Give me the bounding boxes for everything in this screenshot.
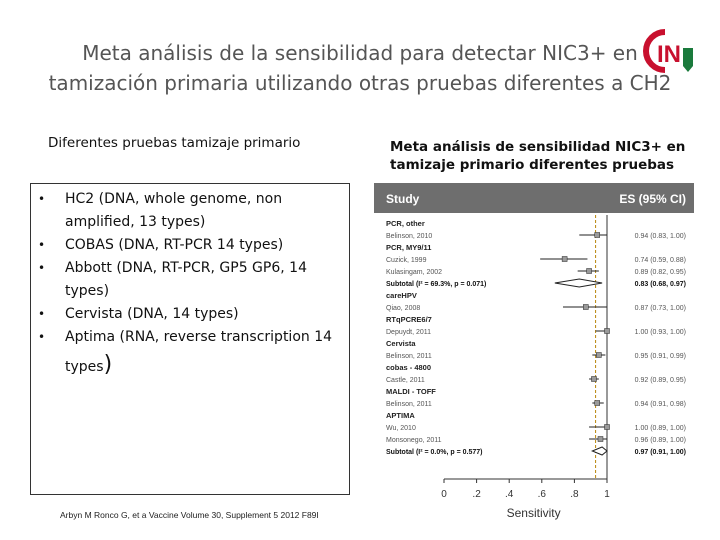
forest-study-label: Kulasingam, 2002 <box>386 269 443 276</box>
bullet-tail-text: types <box>65 359 104 375</box>
forest-es-ci-text: 0.87 (0.73, 1.00) <box>634 305 686 312</box>
forest-es-ci-text: 0.96 (0.89, 1.00) <box>634 437 686 444</box>
tests-bullet-list <box>38 188 348 379</box>
forest-group-label: PCR, MY9/11 <box>386 243 432 252</box>
bullet-dot: • <box>38 238 46 252</box>
forest-study-label: Depuydt, 2011 <box>386 329 432 336</box>
forest-study-label: Belinson, 2011 <box>386 401 432 408</box>
bullet-dot: • <box>38 261 46 275</box>
left-column-heading: Diferentes pruebas tamizaje primario <box>48 135 301 151</box>
bullet-dot: • <box>38 307 46 321</box>
study-point-estimate <box>595 401 600 406</box>
forest-subtotal-label: Subtotal (I² = 0.0%, p = 0.577) <box>386 449 483 456</box>
forest-group-label: RTqPCRE6/7 <box>386 315 432 324</box>
forest-subtotal-label: Subtotal (I² = 69.3%, p = 0.071) <box>386 281 487 288</box>
study-point-estimate <box>605 425 610 430</box>
forest-study-label: Belinson, 2011 <box>386 353 432 360</box>
bullet-text: Cervista (DNA, 14 types) <box>65 306 239 322</box>
forest-es-ci-text: 1.00 (0.93, 1.00) <box>634 329 686 336</box>
forest-group-label: careHPV <box>386 291 417 300</box>
x-axis-tick-label: .8 <box>570 489 579 500</box>
bullet-text: Abbott (DNA, RT-PCR, GP5 GP6, 14 types) <box>65 260 307 299</box>
forest-study-label: Monsonego, 2011 <box>386 437 442 444</box>
organization-logo-icon <box>643 26 699 76</box>
forest-es-ci-text: 0.94 (0.83, 1.00) <box>634 233 686 240</box>
forest-es-ci-text: 0.83 (0.68, 0.97) <box>634 281 686 288</box>
x-axis-tick-label: .6 <box>537 489 546 500</box>
study-point-estimate <box>591 377 596 382</box>
forest-group-label: MALDI - TOFF <box>386 387 436 396</box>
bullet-item <box>38 234 348 257</box>
logo-letters: IN <box>657 41 681 68</box>
logo-green-mark <box>683 48 693 72</box>
study-point-estimate <box>598 437 603 442</box>
forest-study-label: Castle, 2011 <box>386 377 425 384</box>
forest-header-es: ES (95% CI) <box>619 192 686 206</box>
forest-es-ci-text: 0.95 (0.91, 0.99) <box>634 353 686 360</box>
bullet-text: HC2 (DNA, whole genome, non amplified, 13 types) <box>65 191 283 230</box>
bullet-item <box>38 303 348 326</box>
x-axis-tick-label: .2 <box>472 489 481 500</box>
slide-title <box>20 38 700 98</box>
forest-es-ci-text: 0.74 (0.59, 0.88) <box>634 257 686 264</box>
forest-plot <box>374 183 694 528</box>
bullet-item <box>38 257 348 303</box>
forest-es-ci-text: 0.89 (0.82, 0.95) <box>634 269 686 276</box>
forest-study-label: Cuzick, 1999 <box>386 257 427 264</box>
study-point-estimate <box>587 269 592 274</box>
forest-group-label: Cervista <box>386 339 416 348</box>
forest-group-label: PCR, other <box>386 219 425 228</box>
bullet-dot: • <box>38 192 46 206</box>
forest-header-study: Study <box>386 192 420 206</box>
forest-es-ci-text: 0.94 (0.91, 0.98) <box>634 401 686 408</box>
study-point-estimate <box>583 305 588 310</box>
bullet-continuation <box>38 353 348 379</box>
forest-es-ci-text: 1.00 (0.89, 1.00) <box>634 425 686 432</box>
x-axis-tick-label: 0 <box>441 489 447 500</box>
bullet-dot: • <box>38 330 46 344</box>
forest-es-ci-text: 0.97 (0.91, 1.00) <box>634 449 686 456</box>
citation-text: Arbyn M Ronco G, et a Vaccine Volume 30, Supplement 5 2012 F89I <box>60 510 319 520</box>
study-point-estimate <box>595 233 600 238</box>
forest-study-label: Belinson, 2010 <box>386 233 433 240</box>
forest-study-label: Qiao, 2008 <box>386 305 421 312</box>
forest-es-ci-text: 0.92 (0.89, 0.95) <box>634 377 686 384</box>
right-column-heading: Meta análisis de sensibilidad NIC3+ en tamizaje primario diferentes pruebas <box>390 139 686 173</box>
x-axis-label: Sensitivity <box>506 506 561 520</box>
forest-group-label: APTIMA <box>386 411 415 420</box>
subtotal-diamond <box>592 447 607 455</box>
slide-title-line-1: Meta análisis de la sensibilidad para detectar NIC3+ en <box>82 41 638 65</box>
bullet-text: Aptima (RNA, reverse transcription 14 <box>65 329 333 345</box>
x-axis-tick-label: 1 <box>604 489 610 500</box>
bullet-item <box>38 326 348 349</box>
study-point-estimate <box>596 353 601 358</box>
bullet-text: COBAS (DNA, RT-PCR 14 types) <box>65 237 284 253</box>
forest-study-label: Wu, 2010 <box>386 425 416 432</box>
study-point-estimate <box>605 329 610 334</box>
slide-title-line-2: tamización primaria utilizando otras pruebas diferentes a CH2 <box>48 71 672 95</box>
subtotal-diamond <box>555 279 602 287</box>
bullet-tail-paren: ) <box>103 352 113 377</box>
forest-group-label: cobas - 4800 <box>386 363 432 372</box>
study-point-estimate <box>562 257 567 262</box>
x-axis-tick-label: .4 <box>505 489 514 500</box>
bullet-item <box>38 188 348 234</box>
